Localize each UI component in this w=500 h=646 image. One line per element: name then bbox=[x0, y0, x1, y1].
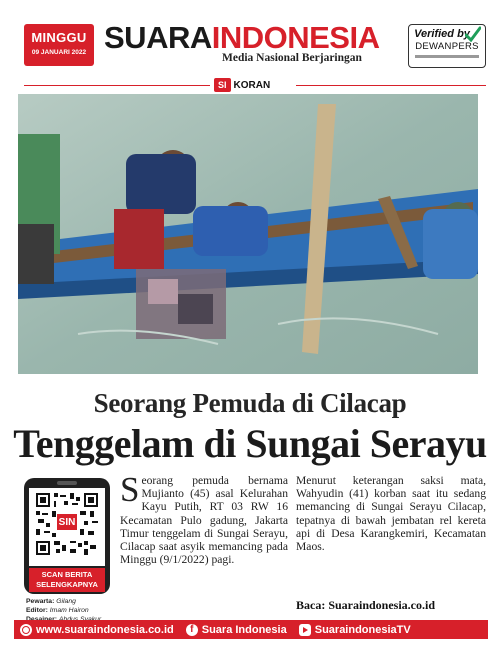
footer-bar bbox=[14, 620, 488, 639]
section-badge bbox=[214, 77, 270, 93]
headline-line2: Tenggelam di Sungai Serayu bbox=[13, 421, 487, 466]
qr-screen bbox=[29, 488, 105, 566]
headline-line1: Seorang Pemuda di Cilacap bbox=[93, 388, 407, 418]
footer-youtube-label: SuaraindonesiaTV bbox=[314, 623, 411, 636]
footer-facebook[interactable] bbox=[186, 624, 287, 636]
scan-line1: SCAN BERITA bbox=[41, 570, 93, 579]
footer-youtube[interactable] bbox=[299, 624, 411, 636]
header-divider-right bbox=[296, 85, 486, 86]
scan-label bbox=[29, 568, 105, 592]
article-lead: eorang pemuda bernama bbox=[141, 474, 288, 487]
section-label: KORAN bbox=[233, 79, 271, 91]
footer-website-label: www.suaraindonesia.co.id bbox=[36, 623, 174, 636]
verified-underline bbox=[415, 55, 479, 58]
article-col1-text: Mujianto (45) asal Kelurahan Kayu Putih, RT 03 RW 16 Kecamatan Pulo gadung, Jakarta Timur tenggelam di Sungai Serayu, Cilacap saat asyik memancing pada Minggu (9/1/2022) pagi. bbox=[120, 487, 288, 567]
scan-line2: SELENGKAPNYA bbox=[36, 580, 98, 589]
credit-pewarta: Pewarta: Gilang bbox=[26, 598, 76, 605]
day-label: MINGGU bbox=[31, 30, 87, 45]
article-column-1 bbox=[120, 470, 288, 567]
check-icon bbox=[465, 26, 481, 42]
drop-cap: S bbox=[120, 470, 140, 509]
qr-phone[interactable] bbox=[24, 478, 110, 594]
verified-label: Verified by bbox=[414, 28, 470, 40]
footer-facebook-label: Suara Indonesia bbox=[201, 623, 287, 636]
section-si-label: SI bbox=[214, 78, 231, 92]
qr-logo-badge: SIN bbox=[56, 513, 78, 531]
header-divider-left bbox=[24, 85, 210, 86]
verified-org: DEWANPERS bbox=[415, 41, 479, 52]
article-column-2: Menurut keterangan saksi mata, Wahyudin (41) korban saat itu sedang memancing di Sungai Serayu Cilacap, tepatnya di bawah jembatan rel kereta api di Desa Karangkemiri, Kecamatan Maos. bbox=[296, 474, 486, 554]
date-label: 09 JANUARI 2022 bbox=[31, 49, 87, 56]
credit-editor: Editor: Imam Hairon bbox=[26, 607, 89, 614]
news-photo bbox=[18, 94, 478, 374]
date-badge bbox=[24, 24, 94, 66]
tagline: Media Nasional Berjaringan bbox=[222, 52, 362, 64]
phone-notch bbox=[57, 481, 77, 485]
read-more-link[interactable]: Baca: Suaraindonesia.co.id bbox=[296, 598, 436, 612]
footer-website[interactable] bbox=[20, 624, 174, 636]
masthead-part1: SUARA bbox=[104, 20, 212, 55]
facebook-icon: f bbox=[186, 624, 198, 636]
masthead-part2: INDONESIA bbox=[211, 20, 380, 55]
globe-icon bbox=[20, 624, 32, 636]
youtube-icon bbox=[299, 624, 311, 636]
river-boat-photo bbox=[18, 94, 478, 374]
verified-badge bbox=[408, 24, 486, 68]
